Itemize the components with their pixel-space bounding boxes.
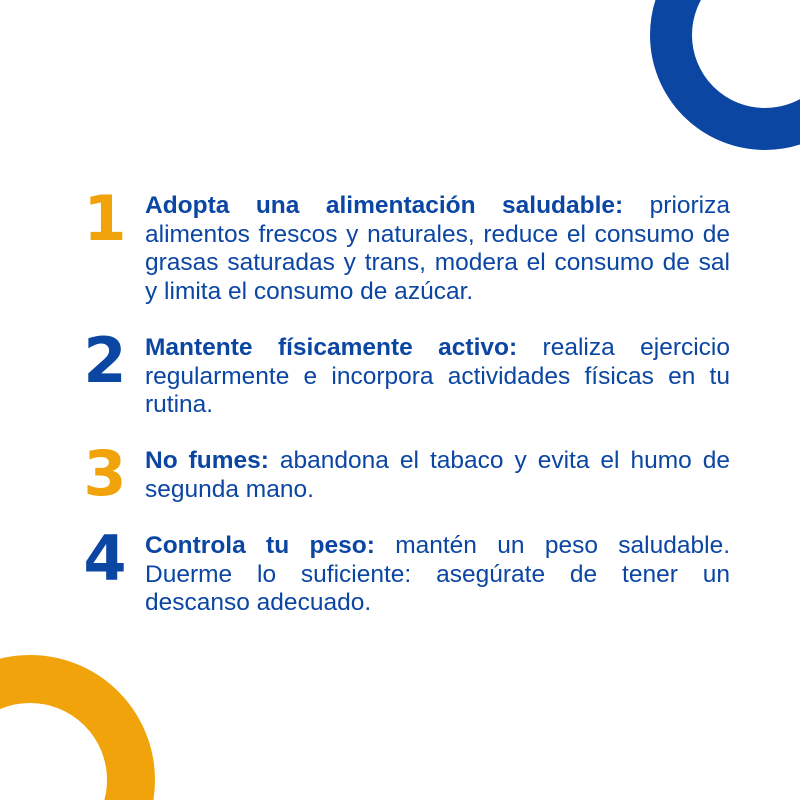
tip-item-1 [75, 182, 730, 306]
tip-text-1 [145, 192, 730, 306]
tip-heading-4: Controla tu peso: [145, 532, 375, 559]
tip-text-2 [145, 334, 730, 420]
tip-body-3: abandona el tabaco y evita el humo de segunda mano. [145, 447, 730, 503]
tip-heading-1: Adopta una alimentación saludable: [145, 192, 624, 219]
decorative-blue-ring [650, 0, 800, 150]
tip-heading-2: Mantente físicamente activo: [145, 334, 518, 361]
tip-item-3 [75, 437, 730, 510]
tip-heading-3: No fumes: [145, 447, 269, 474]
tip-item-4 [75, 522, 730, 618]
tip-number-4: 4 [83, 522, 127, 595]
tip-number-1: 1 [83, 182, 127, 255]
tip-item-2 [75, 324, 730, 420]
tip-body-1: prioriza alimentos frescos y naturales, reduce el consumo de grasas saturadas y trans, modera el consumo de sal y limita el consumo de azúcar. [145, 192, 730, 305]
tip-body-2: realiza ejercicio regularmente e incorpora actividades físicas en tu rutina. [145, 334, 730, 418]
tip-text-3 [145, 447, 730, 504]
tip-body-4: mantén un peso saludable. Duerme lo suficiente: asegúrate de tener un descanso adecuado. [145, 532, 730, 616]
tip-number-3: 3 [83, 437, 127, 510]
decorative-gold-ring [0, 655, 155, 800]
tip-text-4 [145, 532, 730, 618]
tip-number-2: 2 [83, 324, 127, 397]
